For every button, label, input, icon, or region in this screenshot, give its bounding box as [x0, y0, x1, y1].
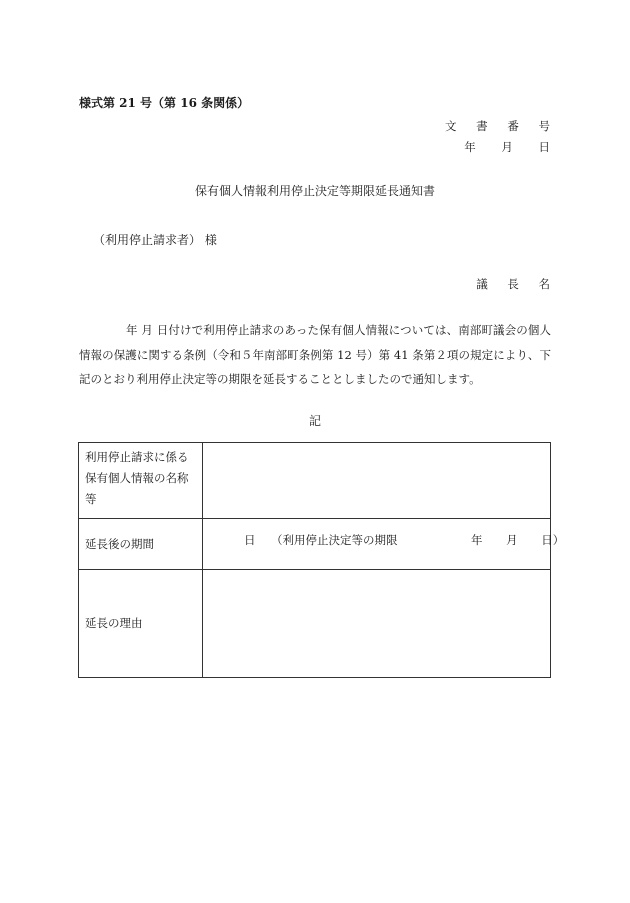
extension-reason-value	[203, 570, 551, 678]
item-name-value	[203, 443, 551, 519]
period-deadline-date: 年 月 日）	[471, 533, 565, 547]
sender-name: 議 長 名	[476, 277, 558, 291]
table-row	[79, 443, 551, 519]
date-label: 年 月 日	[464, 140, 550, 154]
body-paragraph: 年 月 日付けで利用停止請求のあった保有個人情報については、南部町議会の個人情報の保護に関する条例（令和５年南部町条例第 12 号）第 41 条第２項の規定により、下記のとおり利用停止決定等の期限を延長することとしましたので通知します。	[79, 323, 551, 386]
item-name-label: 利用停止請求に係る保有個人情報の名称等	[79, 443, 203, 519]
extended-period-value	[203, 519, 565, 570]
extension-reason-label: 延長の理由	[79, 570, 203, 678]
document-number-label: 文 書 番 号	[445, 119, 558, 133]
period-days: 日	[244, 533, 256, 547]
info-table	[78, 442, 565, 678]
table-row	[79, 519, 551, 570]
table-row	[79, 570, 551, 678]
document-title: 保有個人情報利用停止決定等期限延長通知書	[194, 184, 435, 198]
form-number: 様式第 21 号（第 16 条関係）	[79, 96, 250, 110]
addressee: （利用停止請求者） 様	[93, 233, 217, 247]
ki-heading: 記	[308, 414, 321, 428]
extended-period-label: 延長後の期間	[79, 519, 203, 570]
period-deadline-note: （利用停止決定等の期限	[271, 533, 398, 547]
